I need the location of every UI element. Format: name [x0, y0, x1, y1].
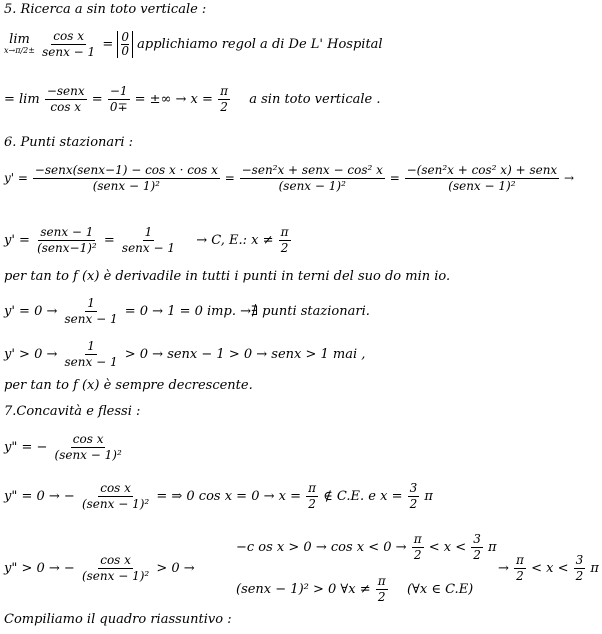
ypos-rest: > 0 → senx − 1 > 0 → senx > 1 mai , [124, 347, 366, 362]
cos-over-square [53, 433, 124, 462]
bracket-denominator: 0 [121, 44, 130, 58]
pertanto-line-1: per tan to f (x) è derivadile in tutti i punti in terni del suo do min io. [4, 269, 451, 284]
derivative-line-1: y' = $\frac{\text{−senx(senx−1) − cos x · cos x}}{\text{(senx − 1)²}}$ = $\frac{\text{−sen²x + senx − cos² x}}{\text{(senx − 1)²}}$ = $\frac{\text{−(sen²x + cos² x) + senx}}{\text{(senx − 1)²}}$ → [4, 163, 575, 193]
frac-denominator: senx − 1 [64, 312, 118, 326]
yprime-label: y' = [4, 171, 28, 185]
system-line-1: −c os x > 0 → cos x < 0 → $\frac{\pi}{2}$ < x < $\frac{3}{2}$ π [236, 532, 497, 562]
lim-word: lim [9, 32, 30, 47]
concavity-line-left [4, 554, 195, 583]
pi-symbol: π [424, 489, 433, 504]
derivative-frac-3 [405, 164, 560, 193]
y0-label: y' = 0 → [4, 304, 58, 319]
frac-denominator: (senx − 1)² [278, 179, 346, 193]
equals-sign: = [102, 37, 114, 52]
system-line-2 [236, 575, 473, 604]
frac-numerator: 1 [144, 225, 153, 239]
pertanto-line-2: per tan to f (x) è sempre decrescente. [4, 378, 253, 393]
positive-derivative-line [4, 340, 365, 369]
section7-heading: 7.Concavità e flessi : [4, 404, 141, 419]
y2zero-label: y" = 0 → − [4, 489, 75, 504]
frac-numerator: −(sen²x + cos² x) + senx [406, 163, 558, 177]
limit-line-2: = lim $\frac{\text{−senx}}{\text{cos x}}$ = $\frac{-1}{0\mp}$ = ±∞ → x = $\frac{\pi}{2}$ a sin toto verticale . [4, 84, 381, 114]
frac-denominator: senx − 1 [121, 241, 175, 255]
frac-numerator: cos x [53, 29, 84, 43]
concavity-result: → $\frac{\pi}{2}$ < x < $\frac{3}{2}$ π [498, 553, 599, 583]
limit-result: = ±∞ → x = [134, 92, 213, 107]
frac-numerator: −senx [46, 84, 85, 98]
fraction-neg-one-over-zero [108, 85, 130, 114]
lim-prefix: = lim [4, 92, 40, 107]
arrow-right: → [564, 171, 575, 185]
fraction-cos-over-senx [40, 30, 97, 59]
notin-ce: ∉ C.E. e x = [323, 489, 403, 504]
limit-line-1 [4, 30, 383, 59]
indeterminate-bracket [117, 31, 133, 58]
limit-operator [4, 34, 35, 55]
one-over-senx-minus-one [63, 297, 120, 326]
y2pos-label: y" > 0 → − [4, 561, 75, 576]
one-over-senx-minus-one: $\frac{1}{\text{senx − 1}}$ [64, 339, 118, 369]
y2pos-mid: > 0 → [156, 561, 195, 576]
fraction-three-over-two: $\frac{3}{2}$ [473, 532, 481, 562]
frac-numerator: −1 [109, 84, 128, 98]
hospital-text: applichiamo regol a di De L' Hospital [137, 37, 383, 52]
y2zero-mid: = ⇒ 0 cos x = 0 → x = [156, 489, 301, 504]
stationary-line [4, 297, 370, 326]
simplified-frac-2 [120, 226, 177, 255]
frac-denominator: cos x [50, 100, 82, 114]
lim-subscript: x→π/2± [4, 46, 35, 55]
frac-denominator: (senx−1)² [37, 241, 97, 255]
domain-condition: → C, E.: x ≠ [196, 233, 274, 248]
frac-denominator: senx − 1 [42, 45, 96, 59]
frac-numerator: senx − 1 [40, 225, 94, 239]
fraction-three-over-two: $\frac{3}{2}$ [409, 481, 418, 511]
yprime-label: y' = [4, 233, 30, 248]
frac-numerator: cos x [72, 432, 104, 446]
y0-rest: = 0 → 1 = 0 imp. →∄ punti stazionari. [124, 304, 370, 319]
section6-heading: 6. Punti stazionari : [4, 135, 134, 150]
bracket-numerator: 0 [121, 30, 130, 44]
cos-over-square: $\frac{\text{cos x}}{\text{(senx − 1)²}}$ [81, 481, 150, 511]
system-cond-1: −c os x > 0 → cos x < 0 → [236, 540, 407, 555]
derivative-line-2: y' = $\frac{\text{senx − 1}}{\text{(senx−1)²}}$ = $\frac{1}{\text{senx − 1}}$ → C, E.: x ≠ $\frac{\pi}{2}$ [4, 225, 289, 255]
simplified-frac-1 [35, 226, 99, 255]
inflection-zero-line [4, 482, 433, 511]
system-cond-2: (senx − 1)² > 0 ∀x ≠ [236, 582, 371, 597]
frac-numerator: 1 [87, 296, 95, 310]
frac-denominator: 0∓ [109, 100, 128, 114]
fraction-pi-over-two: $\frac{\pi}{2}$ [377, 574, 386, 604]
ypos-label: y' > 0 → [4, 347, 58, 362]
second-derivative-line [4, 433, 125, 462]
fraction-three-over-two: $\frac{3}{2}$ [575, 553, 584, 583]
asymptote-label: a sin toto verticale . [249, 92, 381, 107]
frac-numerator: −sen²x + senx − cos² x [241, 163, 383, 177]
section5-heading: 5. Ricerca a sin toto verticale : [4, 2, 207, 17]
fraction-pi-over-two: $\frac{\pi}{2}$ [280, 225, 289, 255]
fraction-pi-over-two [218, 85, 230, 114]
compile-summary-line: Compiliamo il quadro riassuntivo : [4, 612, 232, 627]
frac-denominator: (senx − 1)² [448, 179, 516, 193]
system-cond-2-tail: (∀x ∈ C.E) [406, 582, 474, 597]
frac-denominator: (senx − 1)² [92, 179, 160, 193]
derivative-frac-2 [240, 164, 385, 193]
frac-numerator: π [220, 84, 228, 98]
frac-denominator: (senx − 1)² [54, 448, 122, 462]
cos-over-square: $\frac{\text{cos x}}{\text{(senx − 1)²}}$ [81, 553, 150, 583]
fraction-pi-over-two: $\frac{\pi}{2}$ [516, 553, 524, 583]
fraction-pi-over-two: $\frac{\pi}{2}$ [308, 481, 317, 511]
derivative-frac-1 [33, 164, 220, 193]
frac-denominator: 2 [220, 100, 228, 114]
fraction-pi-over-two: $\frac{\pi}{2}$ [413, 532, 422, 562]
frac-numerator: −senx(senx−1) − cos x · cos x [34, 163, 218, 177]
y2-label: y" = − [4, 440, 48, 455]
fraction-neg-senx-over-cos [45, 85, 87, 114]
